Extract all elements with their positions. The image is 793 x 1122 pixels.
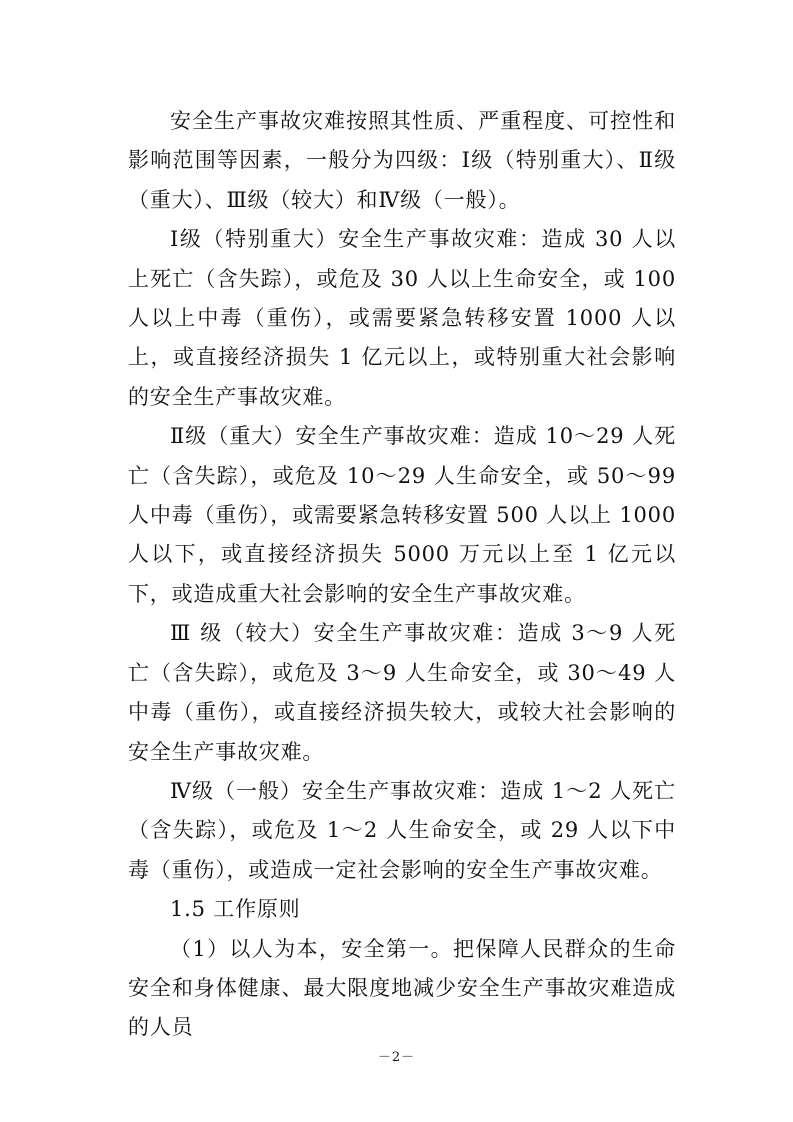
paragraph-level-2: Ⅱ级（重大）安全生产事故灾难：造成 10～29 人死亡（含失踪），或危及 10～29 人生命安全，或 50～99 人中毒（重伤），或需要紧急转移安置 500 人以上 1000 人以下，或直接经济损失 5000 万元以上至 1 亿元以下，或造成重大社会影响的安全生产事故灾难。: [128, 424, 676, 606]
document-body: [128, 102, 676, 1048]
section-heading-working-principles: 1.5 工作原则: [170, 897, 301, 922]
page-number: －2－: [377, 1050, 416, 1065]
paragraph-level-3: Ⅲ 级（较大）安全生产事故灾难：造成 3～9 人死亡（含失踪），或危及 3～9 人生命安全，或 30～49 人中毒（重伤），或直接经济损失较大，或较大社会影响的安全生产事故灾难。: [128, 621, 676, 764]
paragraph-principle-1: （1）以人为本，安全第一。把保障人民群众的生命安全和身体健康、最大限度地减少安全生产事故灾难造成的人员: [128, 936, 676, 1040]
paragraph-level-1: Ⅰ级（特别重大）安全生产事故灾难：造成 30 人以上死亡（含失踪），或危及 30 人以上生命安全，或 100 人以上中毒（重伤），或需要紧急转移安置 1000 人以上，或直接经济损失 1 亿元以上，或特别重大社会影响的安全生产事故灾难。: [128, 227, 676, 409]
paragraph-classification-intro: 安全生产事故灾难按照其性质、严重程度、可控性和影响范围等因素，一般分为四级：Ⅰ级（特别重大）、Ⅱ级（重大）、Ⅲ级（较大）和Ⅳ级（一般）。: [128, 109, 676, 212]
paragraph-level-4: Ⅳ级（一般）安全生产事故灾难：造成 1～2 人死亡（含失踪），或危及 1～2 人生命安全，或 29 人以下中毒（重伤），或造成一定社会影响的安全生产事故灾难。: [128, 778, 676, 882]
